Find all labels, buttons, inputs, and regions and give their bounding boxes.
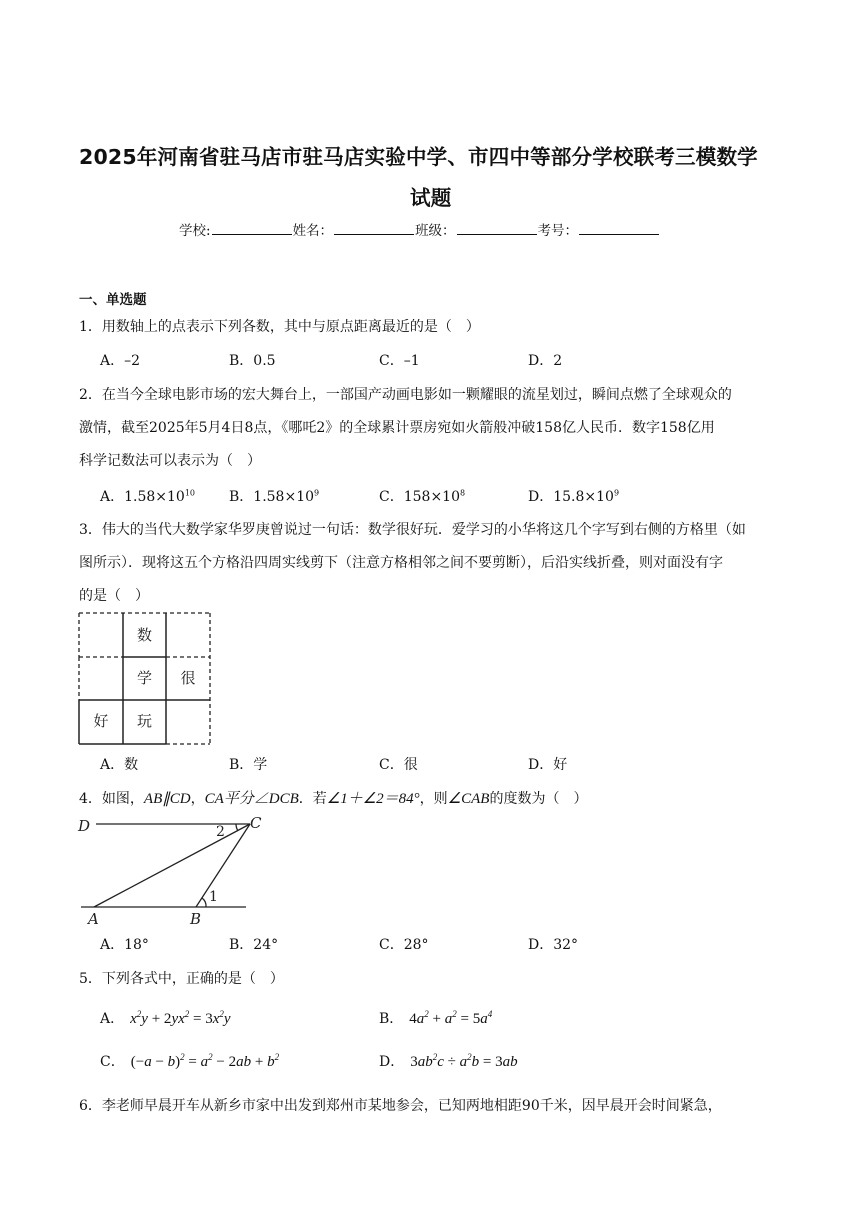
q4-option-b: B．24° — [229, 937, 279, 953]
q1-option-d: D．2 — [528, 353, 563, 369]
q5-option-b — [379, 1008, 492, 1028]
q4-angle-sum: ∠1＋∠2＝84° — [326, 791, 420, 807]
angle-1-arc — [202, 898, 206, 907]
grid-char-xue: 学 — [136, 669, 153, 687]
name-blank — [334, 222, 414, 235]
q2-option-c: C．$158\times 10^8$ — [379, 488, 466, 505]
q5-a-label: A． — [100, 1011, 125, 1027]
question-2-line-2: 激情，截至2025年5月4日8点，《哪吒2》的全球累计票房宛如火箭般冲破158亿人民币．数字158亿用 — [79, 420, 715, 436]
q4-option-c: C．28° — [379, 937, 429, 953]
q4-prefix: 4．如图， — [79, 791, 144, 807]
name-label: 姓名： — [292, 223, 334, 239]
q5-option-a — [100, 1008, 231, 1028]
q3-option-a: A．数 — [100, 757, 139, 773]
segment-ac — [94, 824, 250, 907]
class-label: 班级： — [415, 223, 456, 239]
school-label: 学校: — [179, 223, 211, 239]
q2-option-b: B．$1.58\times 10^9$ — [229, 488, 320, 505]
exam-number-label: 考号： — [537, 223, 579, 239]
q2-option-a: A．$1.58\times 10^{10}$ — [100, 488, 196, 505]
q5-c-label: C． — [100, 1054, 125, 1070]
class-blank — [457, 222, 537, 235]
q2-option-d: D．$15.8\times 10^9$ — [528, 488, 620, 505]
question-6-line-1: 6．李老师早晨开车从新乡市家中出发到郑州市某地参会，已知两地相距90千米，因早晨开会时间紧急， — [79, 1098, 722, 1114]
q5-a-expression: $x^2y + 2yx^2 = 3x^2y$ — [130, 1009, 231, 1027]
label-d: D — [78, 817, 91, 835]
question-1-stem: 1．用数轴上的点表示下列各数，其中与原点距离最近的是（ ） — [79, 319, 480, 335]
q5-d-label: D． — [379, 1054, 405, 1070]
q4-parallel-condition: AB∥CD — [143, 791, 191, 807]
q1-option-a: A．–2 — [100, 353, 141, 369]
label-c: C — [250, 814, 262, 832]
q4-bisector-condition: CA平分∠DCB — [204, 791, 299, 807]
label-angle-1: 1 — [209, 889, 218, 905]
grid-char-shu: 数 — [136, 626, 153, 644]
question-4-stem — [79, 787, 587, 808]
section-heading: 一、单选题 — [79, 292, 147, 308]
angle-2-arc — [236, 824, 238, 831]
q3-option-b: B．学 — [229, 757, 268, 773]
label-b: B — [190, 910, 202, 928]
q5-b-expression: $4a^2 + a^2 = 5a^4$ — [409, 1009, 493, 1027]
q5-option-d — [379, 1051, 518, 1071]
q3-option-d: D．好 — [528, 757, 568, 773]
grid-char-wan: 玩 — [136, 712, 153, 730]
q4-target-angle: ∠CAB — [447, 791, 490, 807]
q4-sep1: ， — [190, 791, 205, 807]
q4-geometry-figure — [76, 812, 262, 930]
school-blank — [212, 222, 292, 235]
q4-option-a: A．18° — [100, 937, 149, 953]
grid-char-hen: 很 — [180, 669, 196, 687]
q3-grid-figure — [76, 610, 216, 750]
page-title-line2: 试题 — [410, 186, 452, 210]
label-a: A — [88, 910, 99, 928]
question-3-line-1: 3．伟大的当代大数学家华罗庚曾说过一句话：数学很好玩．爱学习的小华将这几个字写到右侧的方格里（如 — [79, 522, 746, 538]
exam-number-blank — [579, 222, 659, 235]
question-2-line-1: 2．在当今全球电影市场的宏大舞台上，一部国产动画电影如一颗耀眼的流星划过，瞬间点燃了全球观众的 — [79, 387, 732, 403]
q5-b-label: B． — [379, 1011, 404, 1027]
student-info-row — [179, 219, 660, 239]
q4-sep3: ，则 — [419, 791, 448, 807]
page-title-line1: 2025年河南省驻马店市驻马店实验中学、市四中等部分学校联考三模数学 — [79, 145, 758, 169]
question-2-line-3: 科学记数法可以表示为（ ） — [79, 453, 261, 469]
q5-c-expression: $(-a - b)^2 = a^2 - 2ab + b^2$ — [130, 1052, 280, 1070]
question-3-line-2: 图所示）．现将这五个方格沿四周实线剪下（注意方格相邻之间不要剪断），后沿实线折叠，则对面没有字 — [79, 555, 723, 571]
question-3-line-3: 的是（ ） — [79, 588, 149, 604]
q3-option-c: C．很 — [379, 757, 418, 773]
q4-option-d: D．32° — [528, 937, 579, 953]
label-angle-2: 2 — [216, 824, 225, 840]
grid-char-hao: 好 — [93, 712, 109, 730]
q4-sep2: ．若 — [298, 791, 327, 807]
q5-d-expression: $3ab^2c \div a^2b = 3ab$ — [410, 1052, 518, 1070]
q1-option-b: B．0.5 — [229, 353, 276, 369]
question-5-stem: 5．下列各式中，正确的是（ ） — [79, 971, 284, 987]
q4-suffix: 的度数为（ ） — [489, 791, 588, 807]
q1-option-c: C．–1 — [379, 353, 420, 369]
q5-option-c — [100, 1051, 279, 1071]
